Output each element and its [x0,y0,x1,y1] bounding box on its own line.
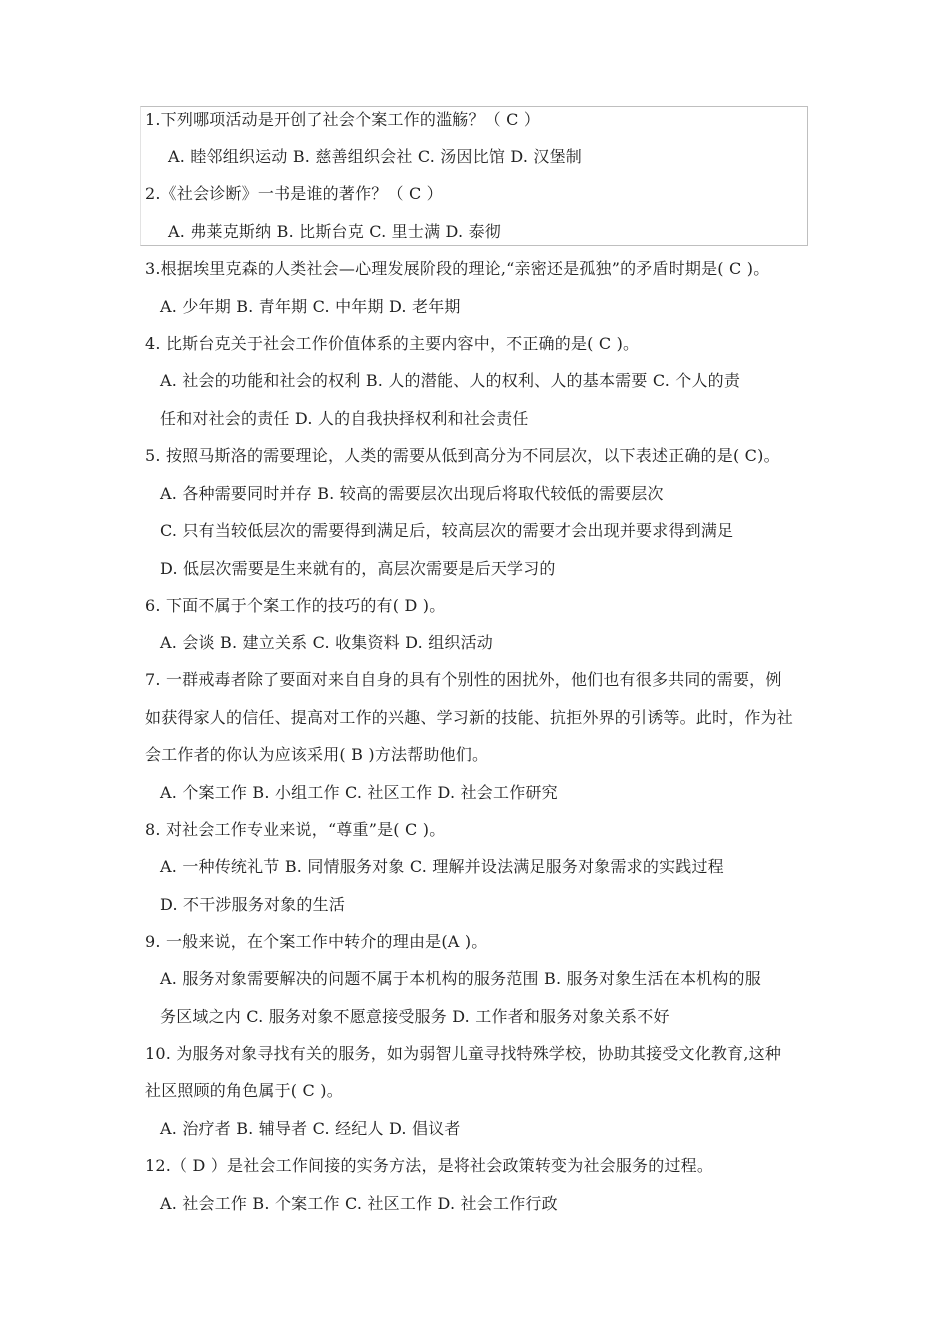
question-10: 10. 为服务对象寻找有关的服务，如为弱智儿童寻找特殊学校，协助其接受文化教育,这种 [145,1044,782,1063]
question-3-options: A. 少年期 B. 青年期 C. 中年期 D. 老年期 [160,297,461,316]
question-5-option-c: C. 只有当较低层次的需要得到满足后，较高层次的需要才会出现并要求得到满足 [160,521,734,540]
question-3: 3.根据埃里克森的人类社会—心理发展阶段的理论,“亲密还是孤独”的矛盾时期是( C )。 [145,259,770,278]
question-9: 9. 一般来说，在个案工作中转介的理由是(A )。 [145,932,488,951]
question-6-options: A. 会谈 B. 建立关系 C. 收集资料 D. 组织活动 [160,633,493,652]
question-2: 2.《社会诊断》一书是谁的著作？（ C ） [145,184,443,203]
question-4-options: A. 社会的功能和社会的权利 B. 人的潜能、人的权利、人的基本需要 C. 个人的责 [160,371,741,390]
question-5: 5. 按照马斯洛的需要理论，人类的需要从低到高分为不同层次，以下表述正确的是( C)。 [145,446,780,465]
question-12-options: A. 社会工作 B. 个案工作 C. 社区工作 D. 社会工作行政 [160,1194,558,1213]
question-7-cont-2: 会工作者的你认为应该采用( B )方法帮助他们。 [145,745,489,764]
question-1-options: A. 睦邻组织运动 B. 慈善组织会社 C. 汤因比馆 D. 汉堡制 [168,147,582,166]
question-8-options: A. 一种传统礼节 B. 同情服务对象 C. 理解并设法满足服务对象需求的实践过程 [160,857,724,876]
question-4: 4. 比斯台克关于社会工作价值体系的主要内容中，不正确的是( C )。 [145,334,640,353]
question-12: 12.（ D ）是社会工作间接的实务方法，是将社会政策转变为社会服务的过程。 [145,1156,714,1175]
question-8-option-d: D. 不干涉服务对象的生活 [160,895,346,914]
question-7-options: A. 个案工作 B. 小组工作 C. 社区工作 D. 社会工作研究 [160,783,558,802]
question-7-cont-1: 如获得家人的信任、提高对工作的兴趣、学习新的技能、抗拒外界的引诱等。此时，作为社 [145,708,794,727]
question-7: 7. 一群戒毒者除了要面对来自自身的具有个别性的困扰外，他们也有很多共同的需要，例 [145,670,782,689]
question-9-options-cont: 务区域之内 C. 服务对象不愿意接受服务 D. 工作者和服务对象关系不好 [160,1007,670,1026]
question-5-option-d: D. 低层次需要是生来就有的，高层次需要是后天学习的 [160,559,556,578]
question-2-options: A. 弗莱克斯纳 B. 比斯台克 C. 里士满 D. 泰彻 [168,222,501,241]
question-4-options-cont: 任和对社会的责任 D. 人的自我抉择权利和社会责任 [160,409,529,428]
question-6: 6. 下面不属于个案工作的技巧的有( D )。 [145,596,446,615]
question-10-cont: 社区照顾的角色属于( C )。 [145,1081,343,1100]
question-5-option-ab: A. 各种需要同时并存 B. 较高的需要层次出现后将取代较低的需要层次 [160,484,664,503]
question-1: 1.下列哪项活动是开创了社会个案工作的滥觞？（ C ） [145,110,541,129]
question-8: 8. 对社会工作专业来说，“尊重”是( C )。 [145,820,446,839]
question-10-options: A. 治疗者 B. 辅导者 C. 经纪人 D. 倡议者 [160,1119,461,1138]
question-9-options: A. 服务对象需要解决的问题不属于本机构的服务范围 B. 服务对象生活在本机构的服 [160,969,761,988]
